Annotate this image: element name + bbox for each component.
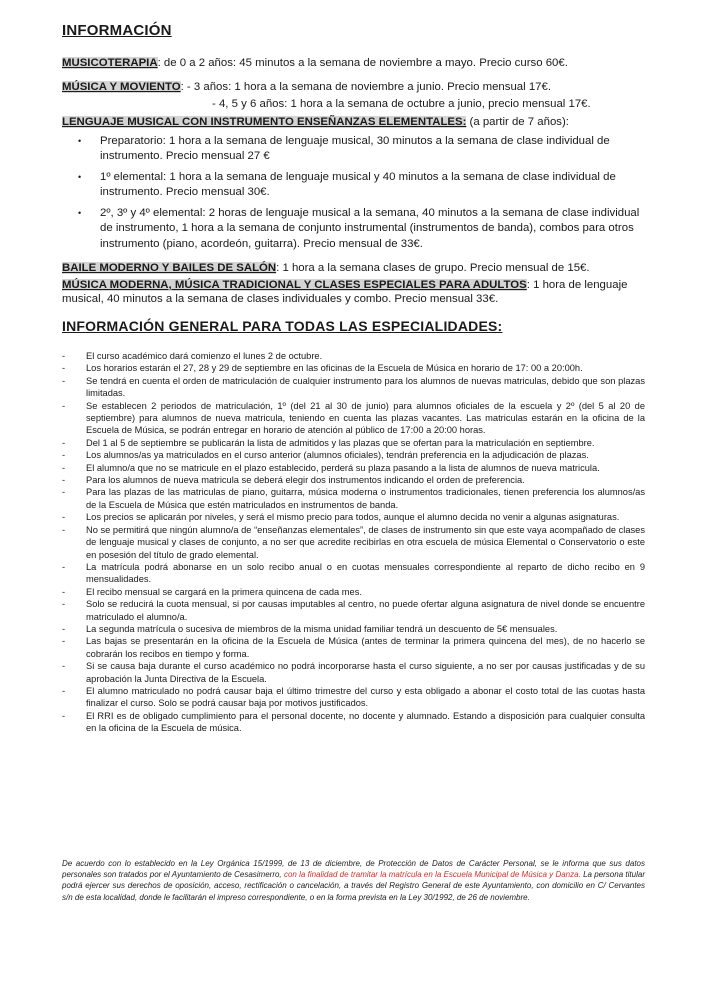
footer-text-2: con la finalidad de tramitar la matrícula en la Escuela Municipal de Música y Danza. — [283, 870, 581, 880]
dash-icon: - — [62, 462, 66, 473]
dash-icon: - — [62, 623, 66, 634]
rule-text: La matrícula podrá abonarse en un solo recibo anual o en cuotas mensuales correspondiente al reparto de dicho recibo en 9 mensualidades. — [86, 561, 645, 585]
dash-icon: - — [62, 475, 66, 486]
footer-text-4: con domicilio en C/ Cervantes s/n de esta localidad, donde le facilitarán el impreso correspondiente, o en la forma prevista en la Ley 30/1992, de 26 de noviembre. — [62, 881, 645, 902]
rule-item — [62, 362, 645, 374]
rule-item — [62, 710, 645, 735]
rule-item — [62, 511, 645, 523]
page-title: INFORMACIÓN — [62, 22, 172, 39]
dash-icon: - — [62, 450, 66, 461]
bullet-text: 1º elemental: 1 hora a la semana de lenguaje musical y 40 minutos a la semana de clase individual de instrumento. Precio mensual 30€. — [100, 171, 616, 199]
musica-movimiento-line — [62, 80, 652, 94]
bullet-icon: • — [78, 136, 82, 146]
bullet-text: 2º, 3º y 4º elemental: 2 horas de lenguaje musical a la semana, 40 minutos a la semana de clase individual de instrumento, 1 hora a la semana de conjunto instrumental (instrumentos de banda), combos para otros instrumento (piano, acordeón, guitarra). Precio mensual de 33€. — [100, 207, 640, 250]
musicoterapia-line — [62, 56, 652, 70]
rule-text: La segunda matrícula o sucesiva de miembros de la misma unidad familiar tendrá un descuento de 5€ mensuales. — [86, 623, 558, 634]
musicoterapia-text: : de 0 a 2 años: 45 minutos a la semana de noviembre a mayo. Precio curso 60€. — [157, 57, 568, 69]
rule-text: Solo se reducirá la cuota mensual, si por causas imputables al centro, no puede ofertar alguna asignatura de nivel donde se encuentre matriculado el alumno/a. — [86, 599, 645, 622]
bullet-text: Preparatorio: 1 hora a la semana de lenguaje musical, 30 minutos a la semana de clase individual de instrumento. Precio mensual 27 € — [100, 135, 610, 163]
footer-text-1: De acuerdo con lo establecido en la Ley Orgánica 15/1999, de 13 de diciembre, de Protección de Datos de Carácter Personal, se le informa que sus datos personales son tratados por el Ayuntamiento de Cesasimerro, — [62, 859, 645, 880]
legal-footer — [62, 858, 645, 903]
rule-item — [62, 449, 645, 461]
dash-icon: - — [62, 599, 66, 610]
baile-label: BAILE MODERNO Y BAILES DE SALÓN — [62, 262, 277, 274]
musica-movimiento-text2: - 4, 5 y 6 años: 1 hora a la semana de octubre a junio, precio mensual 17€. — [212, 98, 591, 110]
rule-text: Los horarios estarán el 27, 28 y 29 de septiembre en las oficinas de la Escuela de Música en horario de 17: 00 a 20:00h. — [86, 363, 583, 374]
dash-icon: - — [62, 636, 66, 647]
rule-item — [62, 635, 645, 660]
dash-icon: - — [62, 561, 66, 572]
rule-item — [62, 598, 645, 623]
bullet-icon: • — [78, 172, 82, 182]
rule-text: Los precios se aplicarán por niveles, y será el mismo precio para todos, aunque el alumno decida no venir a algunas asignaturas. — [86, 512, 620, 523]
bullet-icon: • — [78, 208, 82, 218]
rule-item — [62, 685, 645, 710]
rule-text: Se tendrá en cuenta el orden de matriculación de cualquier instrumento para los alumnos de nuevas matriculas, debido que son plazas limitadas. — [86, 375, 645, 399]
rule-text: Para los alumnos de nueva matricula se deberá elegir dos instrumentos indicando el orden de preferencia. — [86, 475, 525, 486]
footer-text-3: La persona titular podrá ejercer sus derechos de oposición, acceso, rectificación o cancelación, a través del Registro General de este Ayuntamiento, — [62, 870, 645, 891]
musica-movimiento-text1: : - 3 años: 1 hora a la semana de noviembre a junio. Precio mensual 17€. — [180, 81, 551, 93]
adultos-line — [62, 278, 652, 306]
rule-item — [62, 474, 645, 486]
rule-item — [62, 486, 645, 511]
adultos-text: : 1 hora de lenguaje musical, 40 minutos a la semana de clases individuales y combo. Precio mensual 33€. — [62, 279, 628, 306]
rule-text: No se permitirá que ningún alumno/a de “enseñanzas elementales”, de clases de instrumento sin que este vaya acompañado de clases de lenguaje musical y clases de conjunto, a no ser que acredite recibirlas en otra escuela de música Elemental o Conservatorio o este en posesión del título de grado elemental. — [86, 524, 645, 560]
dash-icon: - — [62, 351, 66, 361]
rule-text: El curso académico dará comienzo el lunes 2 de octubre. — [86, 351, 323, 361]
rule-text: El RRI es de obligado cumplimiento para el personal docente, no docente y alumnado. Estando a disposición para cualquier consulta en la oficina de la Escuela de música. — [86, 710, 645, 734]
rule-item — [62, 400, 645, 437]
section-heading: INFORMACIÓN GENERAL PARA TODAS LAS ESPECIALIDADES: — [62, 318, 503, 334]
dash-icon: - — [62, 363, 66, 374]
rule-text: Se establecen 2 periodos de matriculación, 1º (del 21 al 30 de junio) para alumnos oficiales de la escuela y 2º (del 5 al 20 de septiembre) para alumnos de nueva matricula, teniendo en cuenta las plazas vacantes. Las matriculas estarán en la oficina de la Escuela de Música, se podrán entregar en horario de atención al público de 17:00 a 20:00 horas. — [86, 400, 645, 436]
bullet-item — [80, 134, 645, 165]
rule-text: El alumno matriculado no podrá causar baja el último trimestre del curso y esta obligado a abonar el costo total de las cuotas hasta finalizar el curso. Solo se podrá causar baja por motivos justificados. — [86, 685, 645, 709]
rule-item — [62, 350, 645, 362]
dash-icon: - — [62, 586, 66, 597]
bullet-item — [80, 206, 645, 252]
rule-text: Para las plazas de las matriculas de piano, guitarra, música moderna o instrumentos tradicionales, tienen preferencia los alumnos/as de la Escuela de Música que estén matriculados en instrumentos de banda. — [86, 487, 645, 510]
rule-text: Del 1 al 5 de septiembre se publicarán la lista de admitidos y las plazas que se ofertan para la matriculación en septiembre. — [86, 437, 595, 448]
rule-text: Los alumnos/as ya matriculados en el curso anterior (alumnos oficiales), tendrán preferencia en la adjudicación de plazas. — [86, 450, 589, 461]
dash-icon: - — [62, 375, 66, 386]
dash-icon: - — [62, 400, 66, 411]
rule-item — [62, 375, 645, 400]
musicoterapia-label: MUSICOTERAPIA — [62, 57, 158, 69]
adultos-label: MÚSICA MODERNA, MÚSICA TRADICIONAL Y CLASES ESPECIALES PARA ADULTOS — [62, 279, 527, 291]
lenguaje-musical-label: LENGUAJE MUSICAL CON INSTRUMENTO ENSEÑANZAS ELEMENTALES: — [62, 116, 467, 128]
lenguaje-musical-text: (a partir de 7 años): — [466, 116, 569, 128]
dash-icon: - — [62, 512, 66, 523]
rule-item — [62, 524, 645, 561]
rule-text: El recibo mensual se cargará en la primera quincena de cada mes. — [86, 586, 362, 597]
musica-movimiento-label: MÚSICA Y MOVIENTO — [62, 81, 181, 93]
dash-icon: - — [62, 487, 66, 498]
rules-list — [62, 350, 645, 735]
rule-text: Si se causa baja durante el curso académico no podrá incorporarse hasta el curso siguiente, a no ser por causas justificadas y de su aprobación la Junta Directiva de la Escuela. — [86, 661, 645, 684]
dash-icon: - — [62, 685, 66, 696]
rule-text: Las bajas se presentarán en la oficina de la Escuela de Música (antes de terminar la primera quincena del mes), de no hacerlo se cobrarán los recibos en tiempo y forma. — [86, 636, 645, 659]
rule-item — [62, 437, 645, 449]
rule-item — [62, 586, 645, 598]
bullet-item — [80, 170, 645, 201]
dash-icon: - — [62, 437, 66, 448]
rule-text: El alumno/a que no se matricule en el plazo establecido, perderá su plaza pasando a la lista de alumnos de nueva matricula. — [86, 462, 600, 473]
dash-icon: - — [62, 524, 66, 535]
rule-item — [62, 623, 645, 635]
rule-item — [62, 660, 645, 685]
lenguaje-musical-line — [62, 115, 652, 129]
rule-item — [62, 561, 645, 586]
rule-item — [62, 462, 645, 474]
dash-icon: - — [62, 710, 66, 721]
dash-icon: - — [62, 661, 66, 672]
baile-text: : 1 hora a la semana clases de grupo. Precio mensual de 15€. — [276, 262, 590, 274]
baile-line — [62, 261, 652, 275]
